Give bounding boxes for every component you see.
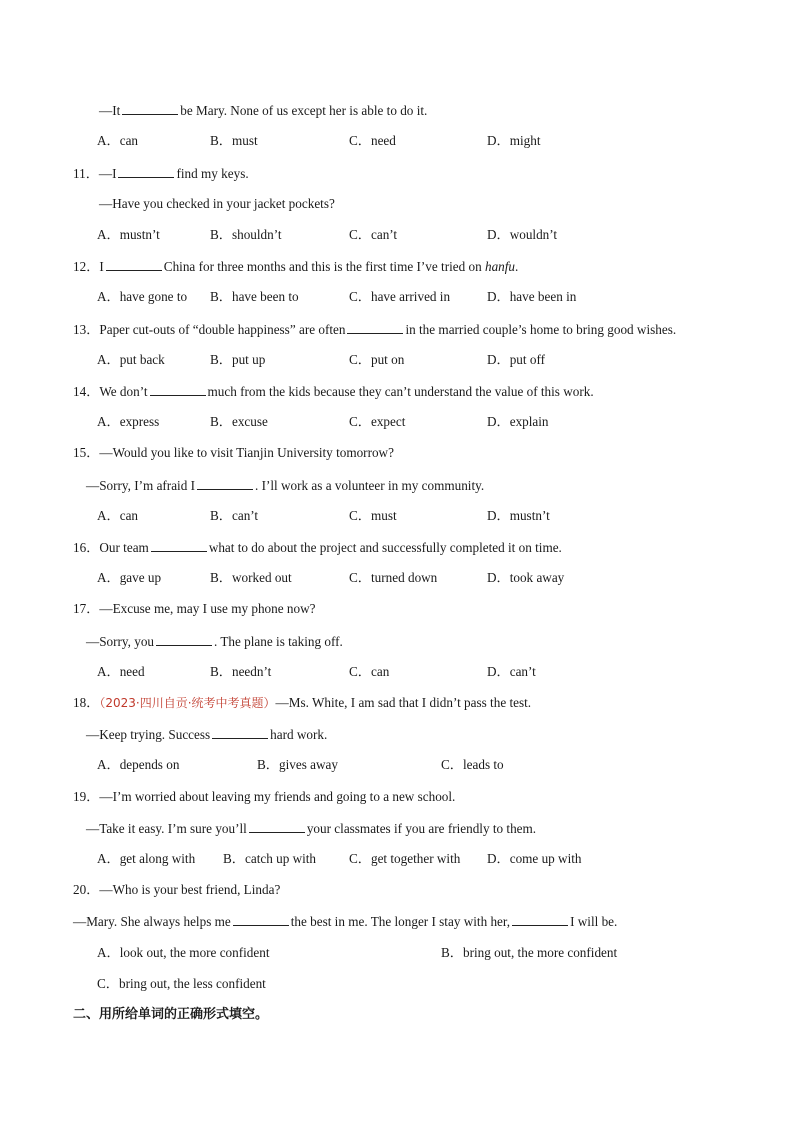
q20-option-c: C．bring out, the less confident (97, 976, 266, 991)
q13-option-c: C．put on (349, 352, 405, 367)
answer-blank (347, 321, 403, 334)
answer-blank (118, 165, 174, 178)
q20-line2: —Mary. She always helps me the best in me. The longer I stay with her, I will be. (73, 914, 618, 929)
q18-option-c: C．leads to (441, 757, 504, 772)
q19-stem: 19．—I’m worried about leaving my friends and going to a new school. (73, 789, 456, 804)
q10-option-d: D．might (487, 133, 541, 148)
q12-option-a: A．have gone to (97, 289, 188, 304)
answer-blank (151, 539, 207, 552)
answer-blank (156, 633, 212, 646)
q10-option-c: C．need (349, 133, 396, 148)
question-source-label: （2023·四川自贡·统考中考真题） (99, 696, 276, 710)
q14-option-c: C．expect (349, 414, 406, 429)
q14-option-b: B．excuse (210, 414, 268, 429)
answer-blank (150, 383, 206, 396)
answer-blank (106, 258, 162, 271)
q18-stem: 18．（2023·四川自贡·统考中考真题）—Ms. White, I am sad that I didn’t pass the test. (73, 695, 532, 710)
q14-stem: 14．We don’t much from the kids because they can’t understand the value of this work. (73, 384, 594, 399)
q11-stem: 11．—I find my keys. (73, 166, 249, 181)
q20-option-b: B．bring out, the more confident (441, 945, 618, 960)
q17-line2: —Sorry, you . The plane is taking off. (86, 634, 343, 649)
q14-option-a: A．express (97, 414, 160, 429)
q18-option-b: B．gives away (257, 757, 338, 772)
q12-option-c: C．have arrived in (349, 289, 451, 304)
q16-option-b: B．worked out (210, 570, 292, 585)
q11-option-b: B．shouldn’t (210, 227, 282, 242)
q12-option-d: D．have been in (487, 289, 577, 304)
q16-stem: 16．Our team what to do about the project and successfully completed it on time. (73, 540, 562, 555)
answer-blank (212, 726, 268, 739)
q19-line2: —Take it easy. I’m sure you’ll your classmates if you are friendly to them. (86, 821, 537, 836)
answer-blank (512, 913, 568, 926)
q17-option-a: A．need (97, 664, 145, 679)
q12-option-b: B．have been to (210, 289, 299, 304)
answer-blank (249, 820, 305, 833)
answer-blank (197, 477, 253, 490)
q14-option-d: D．explain (487, 414, 549, 429)
q19-option-b: B．catch up with (223, 851, 317, 866)
q15-option-c: C．must (349, 508, 397, 523)
section-heading: 二、用所给单词的正确形式填空。 (73, 1007, 269, 1022)
q11-line2: —Have you checked in your jacket pockets? (99, 196, 335, 211)
q20-option-a: A．look out, the more confident (97, 945, 270, 960)
q15-option-d: D．mustn’t (487, 508, 550, 523)
q11-option-c: C．can’t (349, 227, 398, 242)
answer-blank (122, 102, 178, 115)
q15-stem: 15．—Would you like to visit Tianjin University tomorrow? (73, 445, 394, 460)
q10-option-b: B．must (210, 133, 258, 148)
q13-stem: 13．Paper cut-outs of “double happiness” are often in the married couple’s home to bring good wishes. (73, 322, 677, 337)
q17-stem: 17．—Excuse me, may I use my phone now? (73, 601, 316, 616)
q16-option-c: C．turned down (349, 570, 438, 585)
q11-option-a: A．mustn’t (97, 227, 160, 242)
q10-stem: —It be Mary. None of us except her is able to do it. (99, 103, 428, 118)
q13-option-d: D．put off (487, 352, 545, 367)
q19-option-c: C．get together with (349, 851, 461, 866)
q13-option-a: A．put back (97, 352, 165, 367)
q17-option-b: B．needn’t (210, 664, 272, 679)
q12-stem: 12．I China for three months and this is the first time I’ve tried on hanfu. (73, 259, 519, 274)
q18-option-a: A．depends on (97, 757, 180, 772)
q16-option-d: D．took away (487, 570, 565, 585)
q10-option-a: A．can (97, 133, 139, 148)
q16-option-a: A．gave up (97, 570, 162, 585)
q19-option-d: D．come up with (487, 851, 582, 866)
q17-option-d: D．can’t (487, 664, 536, 679)
q15-line2: —Sorry, I’m afraid I . I’ll work as a volunteer in my community. (86, 478, 485, 493)
q11-option-d: D．wouldn’t (487, 227, 558, 242)
answer-blank (233, 913, 289, 926)
q15-option-a: A．can (97, 508, 139, 523)
q13-option-b: B．put up (210, 352, 266, 367)
q19-option-a: A．get along with (97, 851, 196, 866)
q15-option-b: B．can’t (210, 508, 259, 523)
q18-line2: —Keep trying. Success hard work. (86, 727, 328, 742)
q17-option-c: C．can (349, 664, 390, 679)
q20-stem: 20．—Who is your best friend, Linda? (73, 882, 281, 897)
